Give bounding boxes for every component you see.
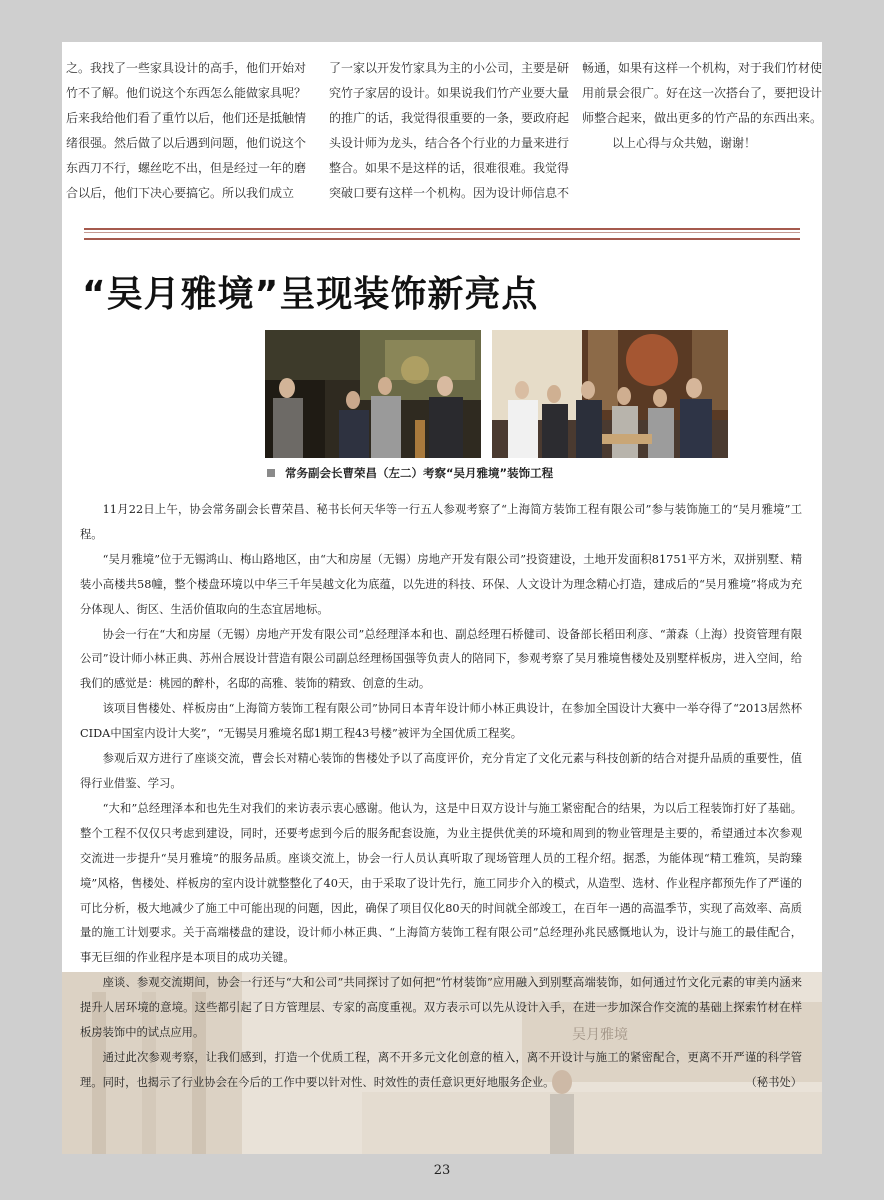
article-body [80, 498, 802, 1096]
page [62, 42, 822, 1154]
article-paragraph-8-text: 通过此次参观考察，让我们感到，打造一个优质工程，离不开多元文化创意的植入，离不开设计与施工的紧密配合，更离不开严谨的科学管理。同时，也揭示了行业协会在今后的工作中要以针对性、时效性的责任意识更好地服务企业。 [80, 1050, 802, 1089]
top-col3-para2: 以上心得与众共勉，谢谢！ [612, 136, 757, 150]
background-sign-text: 吴月雅境 [572, 1027, 628, 1043]
article-paragraph-8 [80, 1046, 802, 1096]
article-paragraph-7: 座谈、参观交流期间，协会一行还与“大和公司”共同探讨了如何把“竹材装饰”应用融入到别墅高端装饰，如何通过竹文化元素的审美内涵来提升人居环境的意境。这些都引起了日方管理层、专家的高度重视。双方表示可以先从设计入手，在进一步加深合作交流的基础上探索竹材在样板房装饰中的试点应用。 [80, 976, 802, 1040]
inspection-photo-2 [492, 330, 728, 458]
section-divider [84, 228, 800, 240]
inspection-photo-1 [265, 330, 481, 458]
photo-caption [267, 465, 727, 481]
top-column-2 [329, 56, 569, 206]
page-number: 23 [433, 1163, 451, 1178]
article-paragraph-6: “大和”总经理泽本和也先生对我们的来访表示衷心感谢。他认为，这是中日双方设计与施工紧密配合的结果，为以后工程装饰打好了基础。整个工程不仅仅只考虑到建设，同时，还要考虑到今后的服务配套设施，为业主提供优美的环境和周到的物业管理是主要的，希望通过本次参观交流进一步提升“吴月雅境”的服务品质。座谈交流上，协会一行人员认真听取了现场管理人员的工程介绍。据悉，为能体现“精工雅筑，吴韵臻境”风格，售楼处、样板房的室内设计就整整化了40天，由于采取了设计先行，施工同步介入的模式，从造型、选材、作业程序都预先作了严谨的可比分析，极大地减少了施工中可能出现的问题，因此，确保了项目仅化80天的时间就全部竣工，在百年一遇的高温季节，实现了高效率、高质量的施工计划要求。关于高端楼盘的建设，设计师小林正典、“上海简方装饰工程有限公司”总经理孙兆民感慨地认为，设计与施工的最佳配合，事无巨细的作业程序是本项目的成功关键。 [80, 801, 802, 965]
top-col2-para1: 了一家以开发竹家具为主的小公司，主要是研究竹子家居的设计。如果说我们竹产业要大量的推广的话，我觉得很重要的一条，要政府起头设计师为龙头，结合各个行业的力量来进行整合。如果不是这样的话，很难很难。我觉得突破口要有这样一个机构。因为设计师信息不 [329, 61, 570, 200]
top-col3-para1: 畅通，如果有这样一个机构，对于我们竹材使用前景会很广。好在这一次搭台了，要把设计师整合起来，做出更多的竹产品的东西出来。 [582, 61, 823, 125]
article-paragraph-2: “吴月雅境”位于无锡鸿山、梅山路地区，由“大和房屋（无锡）房地产开发有限公司”投资建设，土地开发面积81751平方米，双拼别墅、精装小高楼共58幢，整个楼盘环境以中华三千年吴越文化为底蕴，以先进的科技、环保、人文设计为理念精心打造，建成后的“吴月雅境”将成为充分体现人、街区、生活价值取向的生态宜居地标。 [80, 552, 802, 616]
top-column-1 [66, 56, 306, 206]
article-signature: （秘书处） [745, 1075, 802, 1089]
top-column-3 [582, 56, 822, 206]
caption-text: 常务副会长曹荣昌（左二）考察“吴月雅境”装饰工程 [285, 466, 554, 480]
article-paragraph-3: 协会一行在“大和房屋（无锡）房地产开发有限公司”总经理泽本和也、副总经理石桥健司、设备部长稻田利彦、“萧森（上海）投资管理有限公司”设计师小林正典、苏州合展设计营造有限公司副总经理杨国强等负责人的陪同下，参观考察了吴月雅境售楼处及别墅样板房，进入空间，给我们的感觉是：桃园的醉朴，名邸的高雅、装饰的精致、创意的生动。 [80, 627, 802, 691]
article-headline: “吴月雅境”呈现装饰新亮点 [82, 274, 539, 315]
top-columns [66, 56, 822, 206]
article-paragraph-1: 11月22日上午，协会常务副会长曹荣昌、秘书长何天华等一行五人参观考察了“上海简方装饰工程有限公司”参与装饰施工的“吴月雅境”工程。 [80, 503, 802, 541]
top-col1-para1: 之。我找了一些家具设计的高手，他们开始对竹不了解。他们说这个东西怎么能做家具呢？ [66, 61, 307, 100]
top-col1-para2: 后来我给他们看了重竹以后，他们还是抵触情绪很强。然后做了以后遇到问题，他们说这个东西刀不行，螺丝吃不出，但是经过一年的磨合以后，他们下决心要搞它。所以我们成立 [66, 111, 307, 200]
article-paragraph-5: 参观后双方进行了座谈交流，曹会长对精心装饰的售楼处予以了高度评价，充分肯定了文化元素与科技创新的结合对提升品质的重要性，值得行业借鉴、学习。 [80, 752, 802, 790]
caption-bullet-icon [267, 469, 275, 477]
article-paragraph-4: 该项目售楼处、样板房由“上海简方装饰工程有限公司”协同日本青年设计师小林正典设计，在参加全国设计大赛中一举夺得了“2013居然杯CIDA中国室内设计大奖”，“无锡吴月雅境名邸1期工程43号楼”被评为全国优质工程奖。 [80, 702, 802, 741]
